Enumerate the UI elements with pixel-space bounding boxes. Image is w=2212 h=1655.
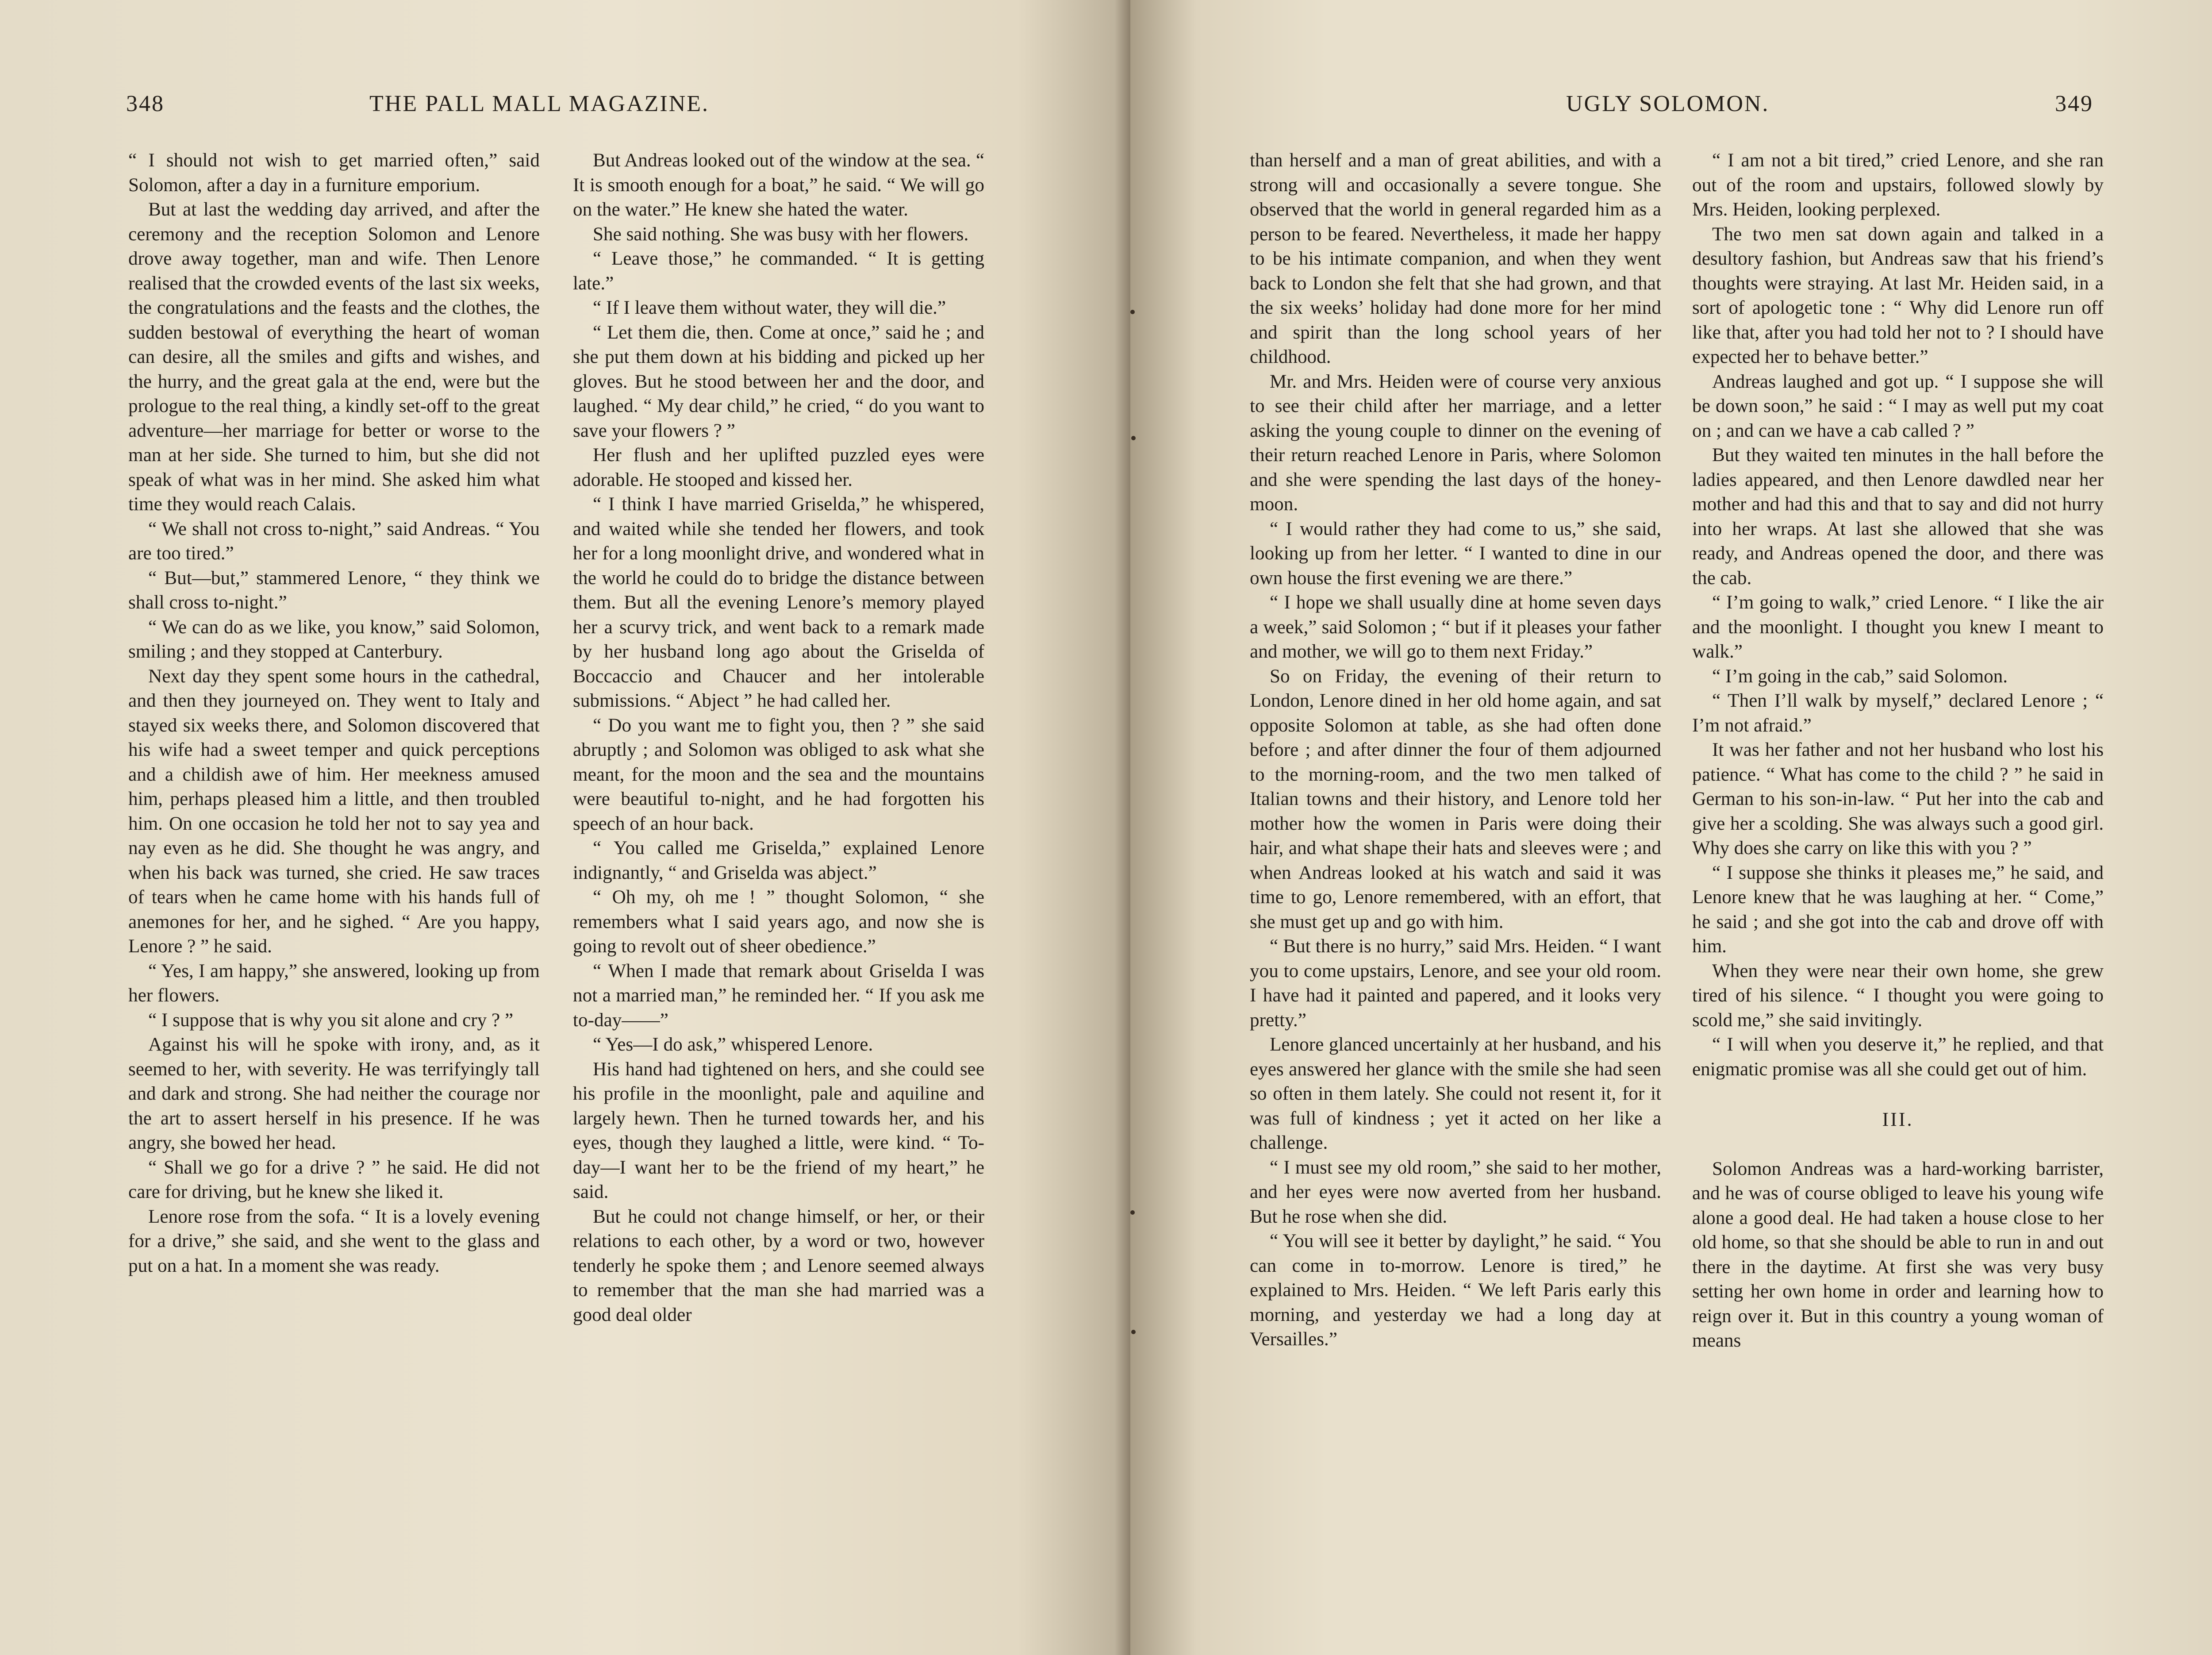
paragraph: “ I will when you deserve it,” he replied, and that enigmatic promise was all she could get out of him.: [1692, 1034, 2104, 1080]
paragraph: So on Friday, the evening of their return to London, Lenore dined in her old home again, and sat opposite Solomon at table, as she had often done before ; and after dinner the four of them adjourned to the morning-room, and the two men talked of Italian towns and their history, and Lenore told her mother how the women in Paris were doing their hair, and what shape their hats and sleeves were ; and when Andreas looked at his watch and said it was time to go, Lenore remembered, with an effort, that she must get up and go with him.: [1250, 666, 1661, 932]
paragraph: Mr. and Mrs. Heiden were of course very anxious to see their child after her marriage, and a letter asking the young couple to dinner on the evening of their return reached Lenore in Paris, where Solomon and she were spending the last days of the honey-moon.: [1250, 371, 1661, 515]
paragraph: “ Then I’ll walk by myself,” declared Lenore ; “ I’m not afraid.”: [1692, 690, 2104, 736]
section-heading: III.: [1882, 1108, 1914, 1130]
paragraph: “ But—but,” stammered Lenore, “ they think we shall cross to-night.”: [128, 567, 540, 613]
page-number-left: 348: [126, 91, 165, 116]
right-page: [1130, 0, 2212, 1655]
paragraph: Andreas laughed and got up. “ I suppose she will be down soon,” he said : “ I may as well put my coat on ; and can we have a cab called ? ”: [1692, 371, 2104, 441]
paragraph: Solomon Andreas was a hard-working barrister, and he was of course obliged to leave his young wife alone a good deal. He had taken a house close to her old home, so that she should be able to run in and out there in the daytime. At first she was very busy setting her own home in order and learning how to reign over it. But in this country a young woman of means: [1692, 1158, 2104, 1351]
paragraph: But they waited ten minutes in the hall before the ladies appeared, and then Lenore dawdled near her mother and had this and that to say and did not hurry into her wraps. At last she allowed that she was ready, and Andreas opened the door, and there was the cab.: [1692, 445, 2104, 589]
paragraph: “ Oh my, oh me ! ” thought Solomon, “ she remembers what I said years ago, and now she is going to revolt out of sheer obedience.”: [573, 887, 984, 957]
running-head-left: THE PALL MALL MAGAZINE.: [369, 91, 710, 116]
paragraph: “ I should not wish to get married often,” said Solomon, after a day in a furniture emporium.: [128, 150, 540, 196]
binding-mark: [1130, 1210, 1135, 1215]
paragraph: “ We can do as we like, you know,” said Solomon, smiling ; and they stopped at Canterbury.: [128, 616, 540, 662]
paragraph: Lenore glanced uncertainly at her husband, and his eyes answered her glance with the smile she had seen so often in them lately. She could not resent it, for it was full of kindness ; yet it acted on her like a challenge.: [1250, 1034, 1661, 1153]
paragraph: Against his will he spoke with irony, and, as it seemed to her, with severity. He was terrifyingly tall and dark and strong. She had neither the courage nor the art to assert herself in his presence. If he was angry, she bowed her head.: [128, 1034, 540, 1153]
paragraph: “ Yes, I am happy,” she answered, looking up from her flowers.: [128, 960, 540, 1006]
paragraph: “ Do you want me to fight you, then ? ” she said abruptly ; and Solomon was obliged to ask what she meant, for the moon and the sea and the mountains were beautiful to-night, and he had forgotten his speech of an hour back.: [573, 715, 984, 834]
paragraph: When they were near their own home, she grew tired of his silence. “ I thought you were going to scold me,” she said invitingly.: [1692, 960, 2104, 1031]
paragraph: “ Yes—I do ask,” whispered Lenore.: [593, 1034, 873, 1055]
paragraph: But at last the wedding day arrived, and after the ceremony and the reception Solomon and Lenore drove away together, man and wife. Then Lenore realised that the crowded events of the last six weeks, the congratulations and the feasts and the clothes, the sudden bestowal of everything the heart of woman can desire, all the smiles and gifts and wishes, and the hurry, and the great gala at the end, were but the prologue to the real thing, a kindly set-off to the great adventure—her marriage for better or worse to the man at her side. She turned to him, but she did not speak of what was in her mind. She asked him what time they would reach Calais.: [128, 199, 540, 515]
right-column-2: [1692, 148, 2104, 1353]
paragraph: “ I’m going in the cab,” said Solomon.: [1712, 666, 2008, 687]
paragraph: “ I am not a bit tired,” cried Lenore, and she ran out of the room and upstairs, followed slowly by Mrs. Heiden, looking perplexed.: [1692, 150, 2104, 220]
paragraph: But Andreas looked out of the window at the sea. “ It is smooth enough for a boat,” he said. “ We will go on the water.” He knew she hated the water.: [573, 150, 984, 220]
paragraph: “ If I leave them without water, they will die.”: [593, 297, 946, 318]
paragraph: “ Leave those,” he commanded. “ It is getting late.”: [573, 248, 984, 294]
paragraph: “ I would rather they had come to us,” she said, looking up from her letter. “ I wanted to dine in our own house the first evening we are there.”: [1250, 518, 1661, 589]
paragraph: She said nothing. She was busy with her flowers.: [593, 223, 969, 245]
running-head-right: UGLY SOLOMON.: [1566, 91, 1770, 116]
paragraph: Lenore rose from the sofa. “ It is a lovely evening for a drive,” she said, and she went to the glass and put on a hat. In a moment she was ready.: [128, 1206, 540, 1276]
paragraph: “ When I made that remark about Griselda I was not a married man,” he reminded her. “ If you ask me to-day——”: [573, 960, 984, 1031]
paragraph: Next day they spent some hours in the cathedral, and then they journeyed on. They went to Italy and stayed six weeks there, and Solomon discovered that his wife had a sweet temper and quick perceptions and a childish awe of him. Her meekness amused him, perhaps pleased him a little, and then troubled him. On one occasion he told her not to say yea and nay even as he did. She thought he was angry, and when his back was turned, she cried. He saw traces of tears when he came home with his hands full of anemones for her, and he sighed. “ Are you happy, Lenore ? ” he said.: [128, 666, 540, 957]
paragraph: His hand had tightened on hers, and she could see his profile in the moonlight, pale and aquiline and largely hewn. Then he turned towards her, and his eyes, though they laughed a little, were kind. “ To-day—I want her to be the friend of my heart,” he said.: [573, 1058, 984, 1202]
paragraph: “ I think I have married Griselda,” he whispered, and waited while she tended her flowers, and took her for a long moonlight drive, and wondered what in the world he could do to bridge the distance between them. But all the evening Lenore’s memory played her a scurvy trick, and went back to a remark made by her husband long ago about the Griselda of Boccaccio and Chaucer and her intolerable submissions. “ Abject ” he had called her.: [573, 494, 984, 711]
paragraph: “ Let them die, then. Come at once,” said he ; and she put them down at his bidding and picked up her gloves. But he stood between her and the door, and laughed. “ My dear child,” he cried, “ do you want to save your flowers ? ”: [573, 322, 984, 441]
binding-mark: [1130, 310, 1135, 314]
paragraph: than herself and a man of great abilities, and with a strong will and occasionally a severe tongue. She observed that the world in general regarded him as a person to be feared. Nevertheless, it made her happy to be his intimate companion, and when they went back to London she felt that she had grown, and that the six weeks’ holiday had done more for her mind and spirit than the long school years of her childhood.: [1250, 150, 1661, 367]
left-column-2: [573, 148, 984, 1327]
binding-mark: [1131, 436, 1136, 440]
right-column-1: [1250, 148, 1661, 1352]
paragraph: “ You will see it better by daylight,” he said. “ You can come in to-morrow. Lenore is tired,” he explained to Mrs. Heiden. “ We left Paris early this morning, and yesterday we had a long day at Versailles.”: [1250, 1231, 1661, 1350]
paragraph: “ We shall not cross to-night,” said Andreas. “ You are too tired.”: [128, 518, 540, 564]
paragraph: “ You called me Griselda,” explained Lenore indignantly, “ and Griselda was abject.”: [573, 838, 984, 883]
paragraph: “ I hope we shall usually dine at home seven days a week,” said Solomon ; “ but if it pleases your father and mother, we will go to them next Friday.”: [1250, 592, 1661, 662]
binding-mark: [1131, 1330, 1136, 1334]
paragraph: It was her father and not her husband who lost his patience. “ What has come to the child ? ” he said in German to his son-in-law. “ Put her into the cab and give her a scolding. She was always such a good girl. Why does she carry on like this with you ? ”: [1692, 739, 2104, 858]
paragraph: Her flush and her uplifted puzzled eyes were adorable. He stooped and kissed her.: [573, 445, 984, 490]
paragraph: “ But there is no hurry,” said Mrs. Heiden. “ I want you to come upstairs, Lenore, and see your old room. I have had it painted and papered, and it looks very pretty.”: [1250, 936, 1661, 1031]
paragraph: But he could not change himself, or her, or their relations to each other, by a word or two, however tenderly he spoke them ; and Lenore seemed always to remember that the man she had married was a good deal older: [573, 1206, 984, 1325]
paragraph: “ I suppose that is why you sit alone and cry ? ”: [148, 1009, 514, 1031]
paragraph: “ I suppose she thinks it pleases me,” he said, and Lenore knew that he was laughing at her. “ Come,” he said ; and she got into the cab and drove off with him.: [1692, 862, 2104, 957]
page-number-right: 349: [2055, 91, 2093, 116]
paragraph: The two men sat down again and talked in a desultory fashion, but Andreas saw that his friend’s thoughts were straying. At last Mr. Heiden said, in a sort of apologetic tone : “ Why did Lenore run off like that, after you had told her not to ? I should have expected her to behave better.”: [1692, 223, 2104, 367]
paragraph: “ Shall we go for a drive ? ” he said. He did not care for driving, but he knew she liked it.: [128, 1157, 540, 1202]
paragraph: “ I must see my old room,” she said to her mother, and her eyes were now averted from her husband. But he rose when she did.: [1250, 1157, 1661, 1227]
paragraph: “ I’m going to walk,” cried Lenore. “ I like the air and the moonlight. I thought you knew I meant to walk.”: [1692, 592, 2104, 662]
left-column-1: [128, 148, 540, 1278]
